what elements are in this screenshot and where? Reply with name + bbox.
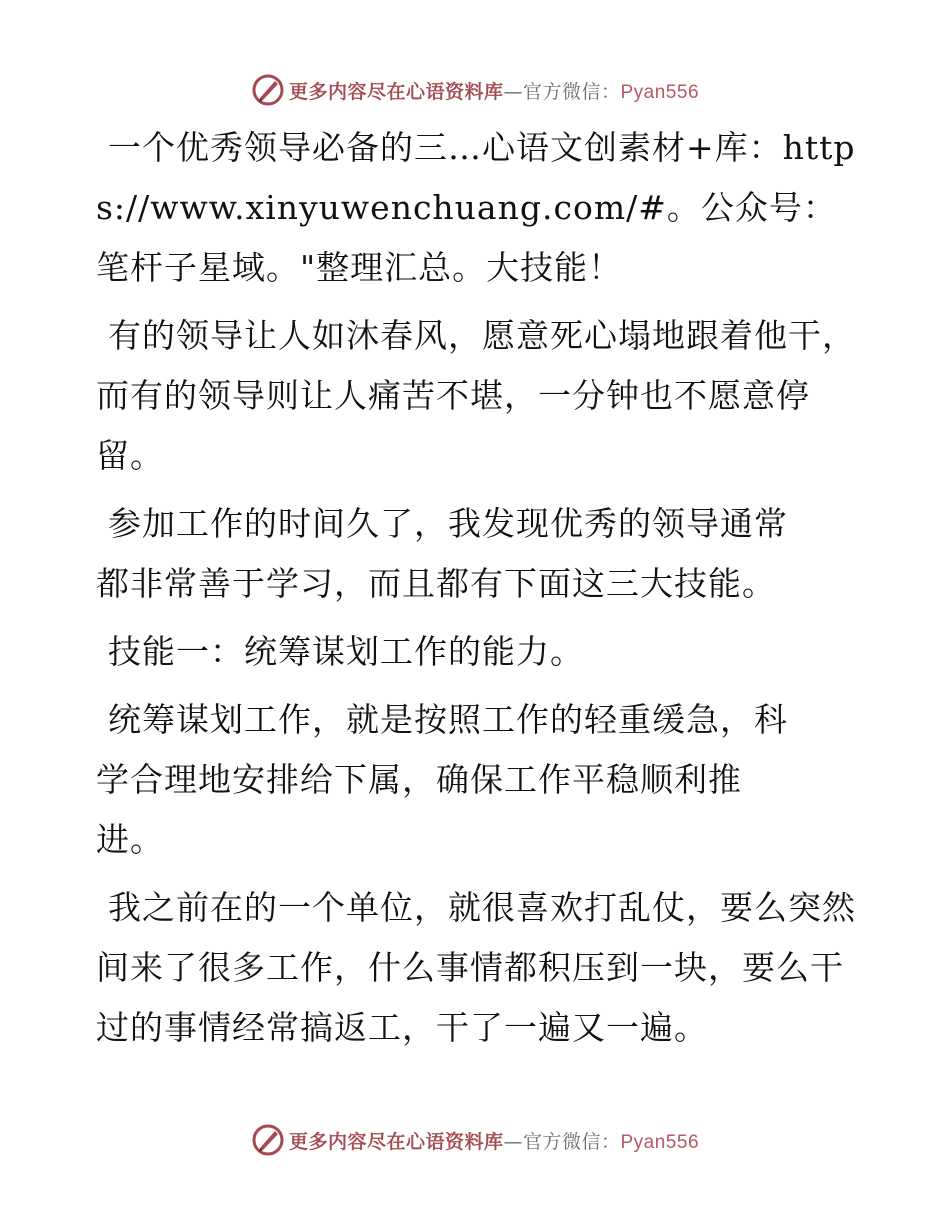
banner-sub-text: —官方微信： bbox=[503, 80, 621, 103]
header-watermark-banner bbox=[0, 70, 950, 110]
banner-sub-text: —官方微信： bbox=[503, 1130, 621, 1153]
banner-main-text: 更多内容尽在心语资料库 bbox=[288, 1130, 504, 1153]
paragraph: 统筹谋划工作，就是按照工作的轻重缓急，科学合理地安排给下属，确保工作平稳顺利推进。 bbox=[96, 700, 788, 859]
paragraph-title: 一个优秀领导必备的三…心语文创素材+库：https://www.xinyuwenchuang.com/#。公众号：笔杆子星域。"整理汇总。大技能！ bbox=[96, 128, 856, 287]
quill-circle-logo-icon bbox=[251, 1123, 285, 1157]
quill-circle-logo-icon bbox=[251, 73, 285, 107]
banner-wechat-id: Pyan556 bbox=[620, 1131, 700, 1153]
paragraph: 我之前在的一个单位，就很喜欢打乱仗，要么突然间来了很多工作，什么事情都积压到一块，要么干过的事情经常搞返工，干了一遍又一遍。 bbox=[96, 888, 856, 1047]
paragraph: 有的领导让人如沐春风，愿意死心塌地跟着他干，而有的领导则让人痛苦不堪，一分钟也不愿意停留。 bbox=[96, 316, 856, 475]
paragraph-heading: 技能一：统筹谋划工作的能力。 bbox=[108, 632, 584, 671]
paragraph: 参加工作的时间久了，我发现优秀的领导通常都非常善于学习，而且都有下面这三大技能。 bbox=[96, 504, 788, 603]
document-body bbox=[96, 118, 856, 1066]
banner-wechat-id: Pyan556 bbox=[620, 81, 700, 103]
footer-watermark-banner bbox=[0, 1120, 950, 1160]
banner-main-text: 更多内容尽在心语资料库 bbox=[288, 80, 504, 103]
